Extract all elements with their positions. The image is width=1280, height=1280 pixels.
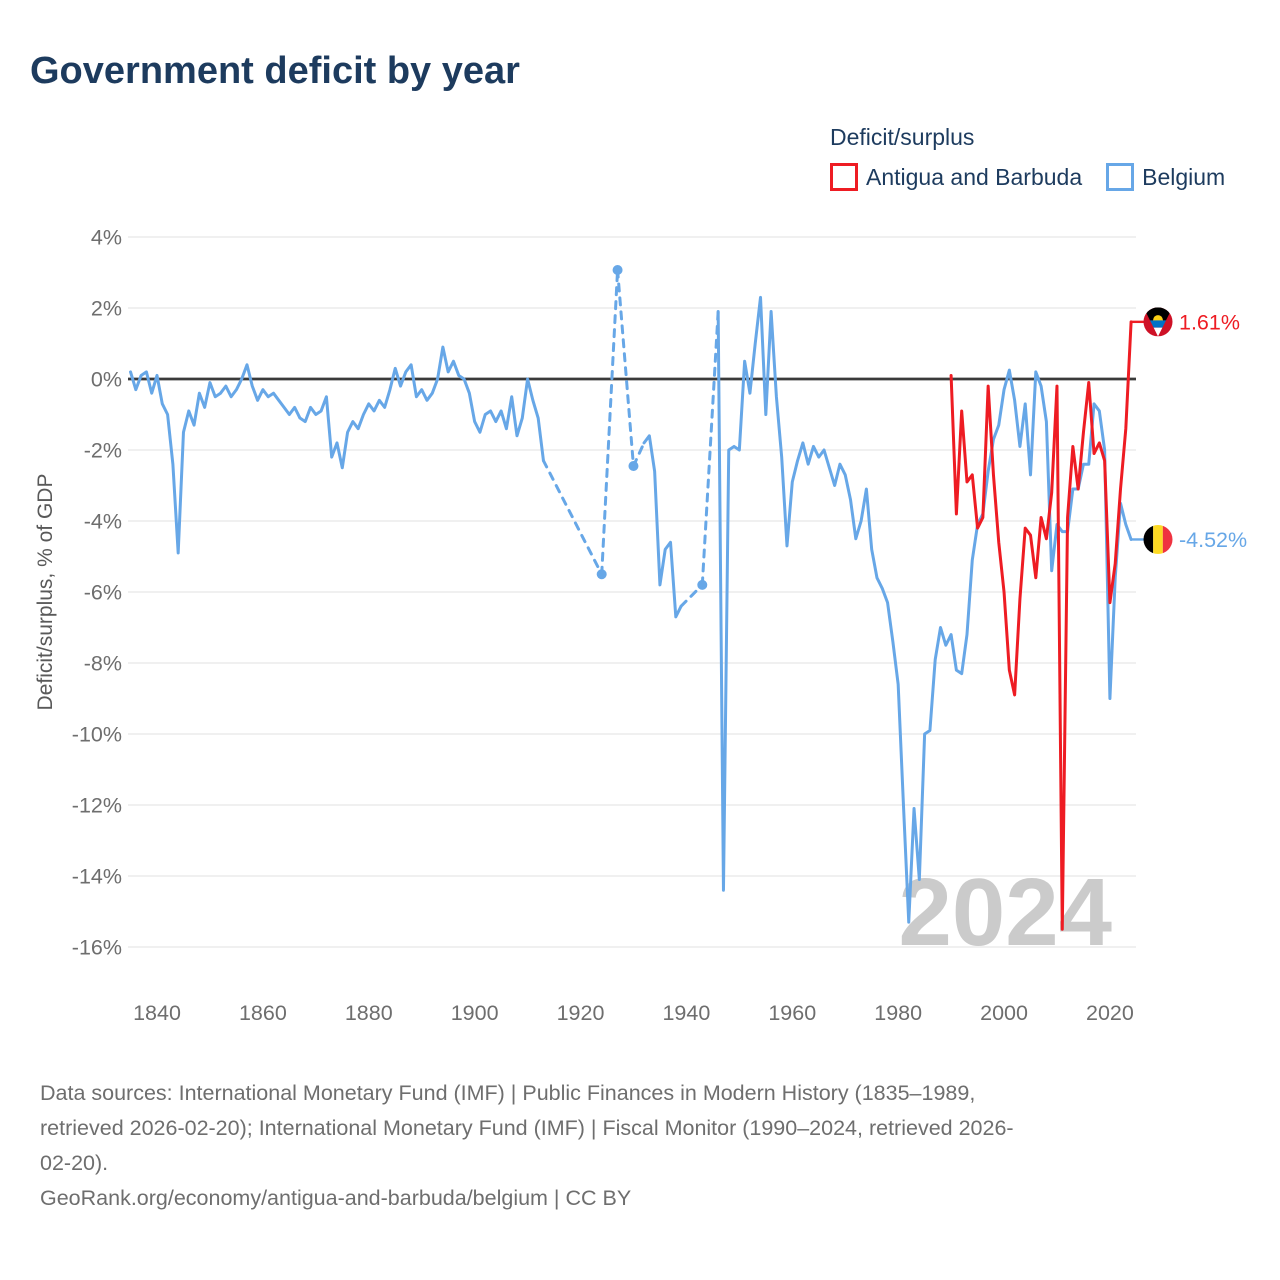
dashed-gap-segment — [543, 461, 601, 575]
y-tick-label: -4% — [83, 509, 122, 534]
x-tick-label: 1920 — [556, 1001, 605, 1025]
y-tick-label: 2% — [90, 296, 122, 321]
source-line: Data sources: International Monetary Fund (IMF) | Public Finances in Modern History (1835–1989, — [40, 1081, 976, 1105]
y-tick-label: -12% — [71, 793, 122, 818]
source-line: retrieved 2026-02-20); International Monetary Fund (IMF) | Fiscal Monitor (1990–2024, retrieved 2026- — [40, 1116, 1014, 1140]
x-tick-label: 1940 — [662, 1001, 711, 1025]
x-tick-label: 1860 — [238, 1001, 287, 1025]
y-tick-label: -2% — [83, 438, 122, 463]
y-axis-title: Deficit/surplus, % of GDP — [34, 473, 57, 711]
antigua-and-barbuda-flag-icon — [1144, 307, 1173, 336]
legend-label: Antigua and Barbuda — [866, 163, 1083, 190]
watermark-year: 2024 — [898, 859, 1112, 966]
line-segment — [644, 436, 681, 617]
page-title: Government deficit by year — [30, 50, 520, 92]
y-tick-label: -16% — [71, 935, 122, 960]
dashed-gap-segment — [602, 270, 618, 574]
end-value-label: 1.61% — [1179, 310, 1240, 335]
data-sources-note — [40, 1076, 1250, 1216]
y-tick-label: -8% — [83, 651, 122, 676]
x-tick-label: 1900 — [450, 1001, 499, 1025]
dashed-gap-segment — [702, 312, 718, 585]
x-tick-label: 1980 — [874, 1001, 923, 1025]
x-tick-label: 1880 — [344, 1001, 393, 1025]
y-tick-label: 4% — [90, 225, 122, 250]
legend-label: Belgium — [1142, 163, 1226, 190]
end-value-label: -4.52% — [1179, 527, 1248, 552]
dashed-gap-segment — [633, 443, 644, 466]
line-segment — [718, 297, 1131, 922]
y-tick-label: -10% — [71, 722, 122, 747]
x-tick-label: 1960 — [768, 1001, 817, 1025]
x-tick-label: 2000 — [980, 1001, 1028, 1025]
y-tick-label: -14% — [71, 864, 122, 889]
dashed-gap-segment — [618, 270, 634, 466]
series-antigua-and-barbuda — [951, 310, 1240, 929]
y-tick-label: 0% — [90, 367, 122, 392]
x-tick-label: 1840 — [133, 1001, 181, 1025]
belgium-flag-icon — [1144, 525, 1173, 554]
y-tick-label: -6% — [83, 580, 122, 605]
series-belgium — [131, 265, 1248, 922]
legend-title: Deficit/surplus — [830, 124, 975, 150]
source-line: 02-20). — [40, 1151, 109, 1175]
line-segment — [951, 322, 1131, 929]
x-tick-label: 2020 — [1085, 1001, 1134, 1025]
credit-link[interactable]: GeoRank.org/economy/antigua-and-barbuda/belgium | CC BY — [40, 1186, 632, 1210]
